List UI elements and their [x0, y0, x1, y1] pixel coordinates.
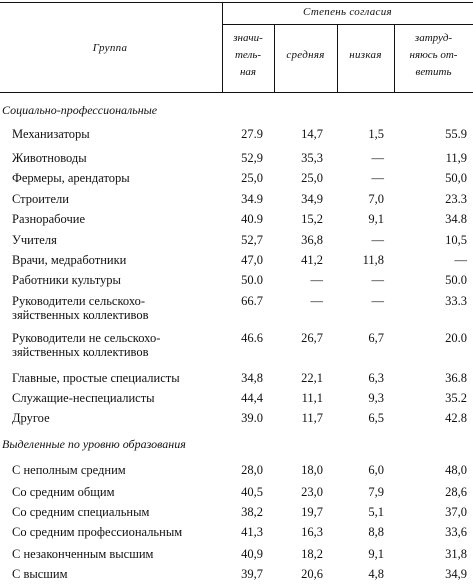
value-low: 8,8 [368, 525, 384, 539]
value-high: 34.9 [241, 192, 263, 206]
value-hard: 20.0 [445, 331, 467, 345]
value-hard: 31,8 [445, 547, 467, 561]
value-high: 25,0 [241, 171, 263, 185]
table-row [0, 273, 473, 290]
value-mid: 18,2 [301, 547, 323, 561]
table-row [0, 253, 473, 270]
table-row [0, 192, 473, 209]
value-hard: 33.3 [445, 294, 467, 308]
group-header: Группа [92, 42, 128, 54]
row-label: Врачи, медработники [12, 253, 127, 267]
table-row [0, 463, 473, 480]
value-low: 7,9 [368, 485, 384, 499]
table-row [0, 212, 473, 229]
value-mid: 41,2 [301, 253, 323, 267]
value-mid: 11,1 [301, 391, 323, 405]
value-low: 9,1 [368, 547, 384, 561]
value-high: 47,0 [241, 253, 263, 267]
table-row [0, 525, 473, 542]
value-high: 39.0 [241, 411, 263, 425]
col-hard-header: затруд- няюсь от- ветить [409, 32, 458, 78]
row-label: Учителя [12, 233, 57, 247]
row-label: Со средним профессиональным [12, 525, 183, 539]
row-label: Разнорабочие [12, 212, 85, 226]
row-label: С незаконченным высшим [12, 547, 154, 561]
value-low: 5,1 [368, 505, 384, 519]
value-high: 41,3 [241, 525, 263, 539]
value-mid: 26,7 [301, 331, 323, 345]
agreement-header: Степень согласия [303, 6, 392, 18]
row-label: Со средним специальным [12, 505, 150, 519]
value-hard: 33,6 [445, 525, 467, 539]
row-label: Другое [12, 411, 50, 425]
value-high: 52,7 [241, 233, 263, 247]
value-mid: 23,0 [301, 485, 323, 499]
value-low: 11,8 [362, 253, 384, 267]
top-rule [0, 2, 473, 3]
value-mid: 22,1 [301, 371, 323, 385]
value-mid: 15,2 [301, 212, 323, 226]
table-row [0, 171, 473, 188]
value-mid: 25,0 [301, 171, 323, 185]
value-hard: — [454, 253, 467, 267]
value-hard: 55.9 [445, 127, 467, 141]
row-label: Строители [12, 192, 69, 206]
value-hard: 36.8 [445, 371, 467, 385]
row-label: Механизаторы [12, 127, 90, 141]
value-low: 7,0 [368, 192, 384, 206]
value-mid: — [310, 273, 323, 287]
table-row [0, 233, 473, 250]
value-mid: 18,0 [301, 463, 323, 477]
value-hard: 37,0 [445, 505, 467, 519]
row-label: Фермеры, арендаторы [12, 171, 130, 185]
value-hard: 42.8 [445, 411, 467, 425]
value-low: — [371, 151, 384, 165]
value-high: 40,5 [241, 485, 263, 499]
value-low: 6,3 [368, 371, 384, 385]
table-row [0, 331, 473, 359]
value-low: — [371, 294, 384, 308]
value-hard: 11,9 [445, 151, 467, 165]
row-label-continuation: зяйственных коллективов [12, 345, 149, 359]
value-high: 39,7 [241, 567, 263, 581]
value-low: 6,7 [368, 331, 384, 345]
row-label: С неполным средним [12, 463, 126, 477]
section-title-education: Выделенные по уровню образования [2, 437, 186, 451]
table-row [0, 567, 473, 584]
table-row [0, 391, 473, 408]
col-mid-header: средняя [286, 49, 325, 61]
value-hard: 28,6 [445, 485, 467, 499]
value-hard: 10,5 [445, 233, 467, 247]
value-hard: 48,0 [445, 463, 467, 477]
value-high: 34,8 [241, 371, 263, 385]
table-row [0, 127, 473, 144]
value-mid: 19,7 [301, 505, 323, 519]
row-label: Служащие-неспециалисты [12, 391, 155, 405]
row-label: Руководители не сельскохо- [12, 331, 161, 345]
section-title-social: Социально-профессиональные [2, 103, 158, 117]
value-mid: 11,7 [301, 411, 323, 425]
row-label: Работники культуры [12, 273, 121, 287]
row-label-continuation: зяйственных коллективов [12, 308, 149, 322]
value-mid: — [310, 294, 323, 308]
table-row [0, 151, 473, 168]
table-row [0, 485, 473, 502]
header-bottom-rule [0, 92, 473, 93]
value-high: 40.9 [241, 212, 263, 226]
value-hard: 35.2 [445, 391, 467, 405]
value-high: 66.7 [241, 294, 263, 308]
row-label: Со средним общим [12, 485, 115, 499]
value-low: 6,0 [368, 463, 384, 477]
table-row [0, 411, 473, 428]
value-low: 6,5 [368, 411, 384, 425]
value-hard: 50.0 [445, 273, 467, 287]
value-high: 40,9 [241, 547, 263, 561]
value-mid: 14,7 [301, 127, 323, 141]
value-low: 9,3 [368, 391, 384, 405]
value-high: 44,4 [241, 391, 263, 405]
value-mid: 34,9 [301, 192, 323, 206]
table-row [0, 547, 473, 564]
table-row [0, 505, 473, 522]
value-mid: 36,8 [301, 233, 323, 247]
value-hard: 23.3 [445, 192, 467, 206]
value-low: 1,5 [368, 127, 384, 141]
value-mid: 16,3 [301, 525, 323, 539]
value-high: 46.6 [241, 331, 263, 345]
value-high: 50.0 [241, 273, 263, 287]
value-high: 38,2 [241, 505, 263, 519]
value-low: — [371, 273, 384, 287]
row-label: Главные, простые специалисты [12, 371, 180, 385]
value-high: 28,0 [241, 463, 263, 477]
value-hard: 34,9 [445, 567, 467, 581]
value-low: 4,8 [368, 567, 384, 581]
table-row [0, 371, 473, 388]
value-low: — [371, 171, 384, 185]
row-label: Животноводы [12, 151, 87, 165]
value-high: 52,9 [241, 151, 263, 165]
value-mid: 20,6 [301, 567, 323, 581]
col-high-header: значи- тель- ная [233, 32, 263, 78]
value-low: — [371, 233, 384, 247]
agreement-rule [222, 24, 473, 25]
value-high: 27.9 [241, 127, 263, 141]
col-low-header: низкая [349, 49, 382, 61]
table-row [0, 294, 473, 322]
value-hard: 34.8 [445, 212, 467, 226]
value-low: 9,1 [368, 212, 384, 226]
value-mid: 35,3 [301, 151, 323, 165]
row-label: С высшим [12, 567, 68, 581]
row-label: Руководители сельскохо- [12, 294, 146, 308]
value-hard: 50,0 [445, 171, 467, 185]
